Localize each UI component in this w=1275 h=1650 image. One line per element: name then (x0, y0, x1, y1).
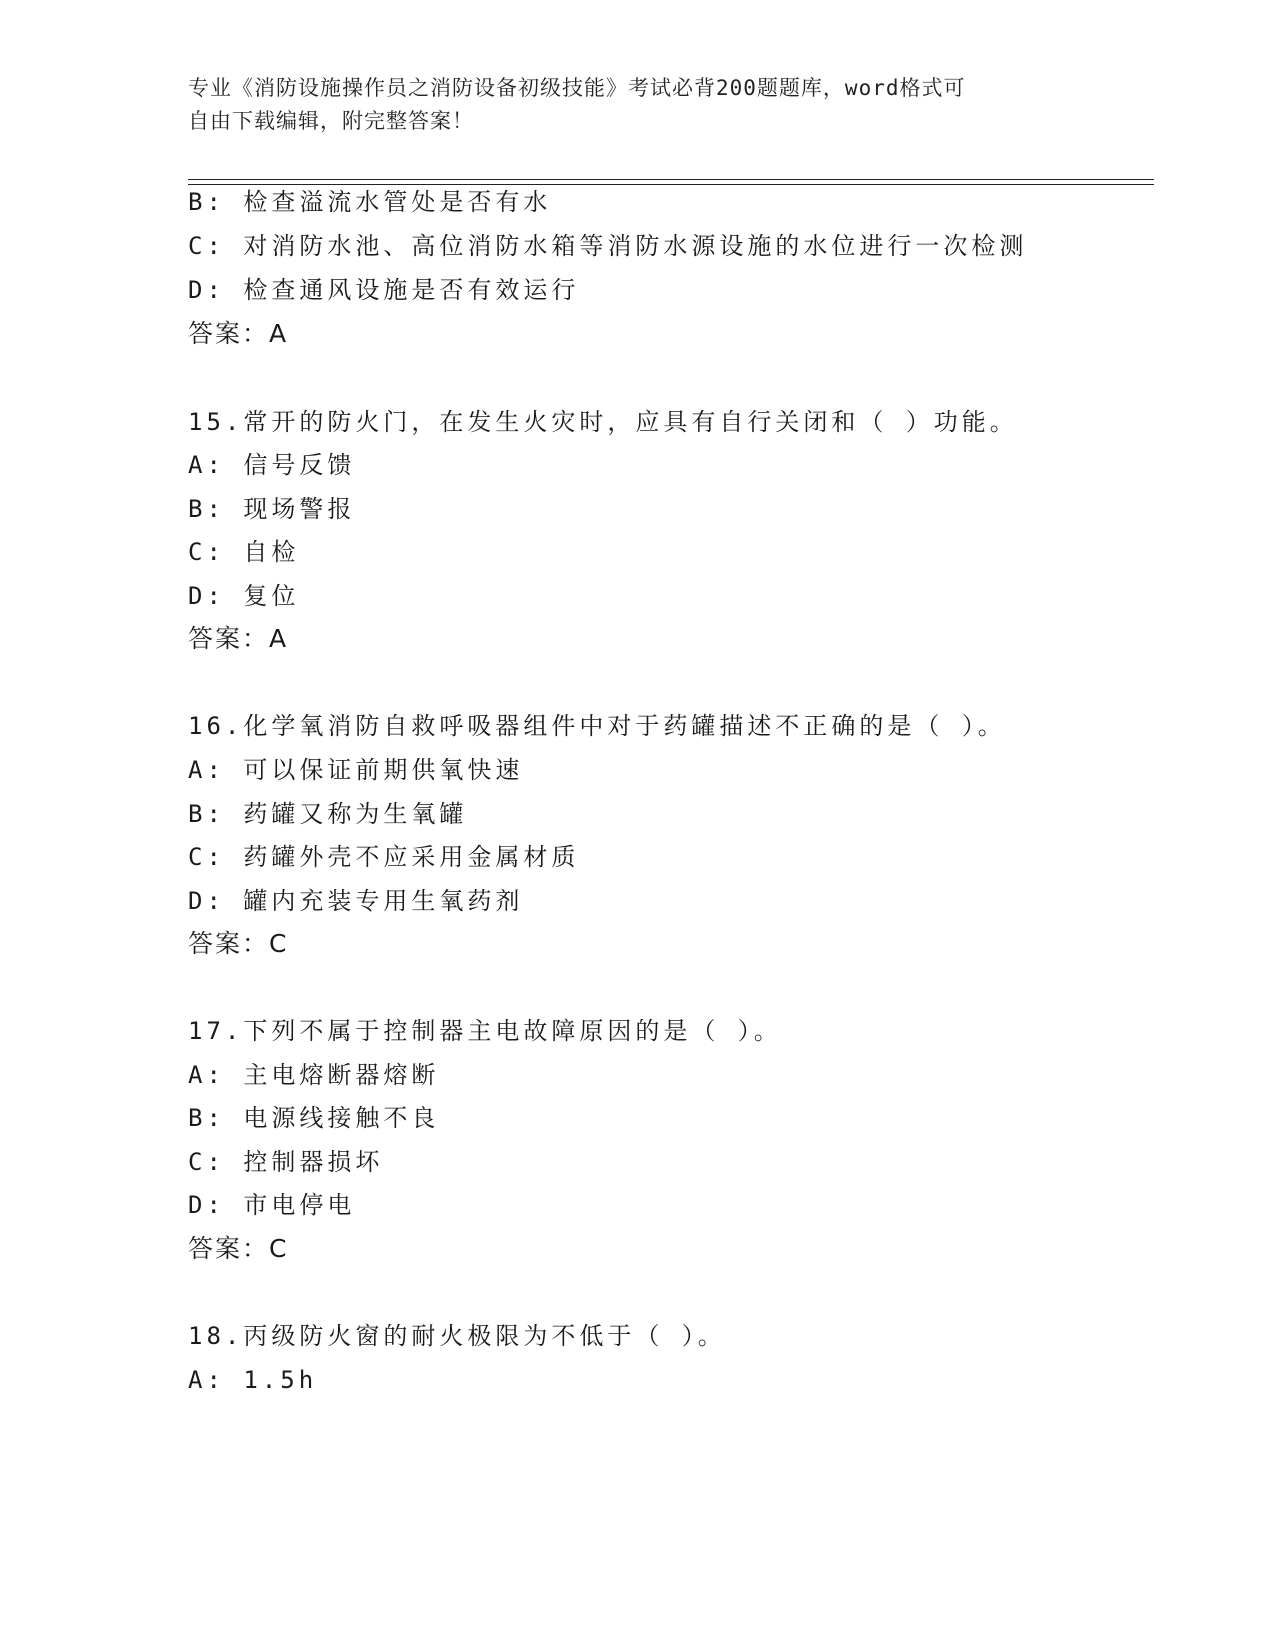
q17-answer (188, 1232, 287, 1266)
q14-option-d: D: 检查通风设施是否有效运行 (188, 276, 580, 304)
q15-option-a: A: 信号反馈 (188, 451, 356, 479)
header-divider-top (188, 179, 1154, 180)
q18-option-a: A: 1.5h (188, 1366, 318, 1394)
q16-option-a: A: 可以保证前期供氧快速 (188, 756, 524, 784)
answer-label: 答案： (188, 624, 270, 653)
document-header (188, 72, 1068, 138)
q15-answer (188, 622, 287, 656)
q16-stem: 16.化学氧消防自救呼吸器组件中对于药罐描述不正确的是（ ）。 (188, 712, 1006, 740)
q18-stem: 18.丙级防火窗的耐火极限为不低于（ ）。 (188, 1322, 726, 1350)
q16-option-c: C: 药罐外壳不应采用金属材质 (188, 843, 580, 871)
q15-option-b: B: 现场警报 (188, 495, 356, 523)
q14-option-c: C: 对消防水池、高位消防水箱等消防水源设施的水位进行一次检测 (188, 232, 1028, 260)
answer-label: 答案： (188, 1234, 270, 1263)
header-line-2: 自由下载编辑，附完整答案！ (188, 109, 474, 133)
q17-stem: 17.下列不属于控制器主电故障原因的是（ ）。 (188, 1017, 782, 1045)
q14-answer (188, 317, 287, 351)
q15-option-d: D: 复位 (188, 582, 300, 610)
q17-option-d: D: 市电停电 (188, 1191, 356, 1219)
q14-option-b: B: 检查溢流水管处是否有水 (188, 188, 552, 216)
answer-label: 答案： (188, 929, 270, 958)
answer-value: A (269, 624, 288, 653)
header-line-1: 专业《消防设施操作员之消防设备初级技能》考试必背200题题库，word格式可 (188, 76, 966, 100)
q15-option-c: C: 自检 (188, 538, 300, 566)
answer-value: A (269, 319, 288, 348)
q16-option-d: D: 罐内充装专用生氧药剂 (188, 887, 524, 915)
answer-value: C (269, 1234, 288, 1263)
answer-value: C (269, 929, 288, 958)
q17-option-b: B: 电源线接触不良 (188, 1104, 440, 1132)
answer-label: 答案： (188, 319, 270, 348)
q17-option-c: C: 控制器损坏 (188, 1148, 384, 1176)
q15-stem: 15.常开的防火门，在发生火灾时，应具有自行关闭和（ ）功能。 (188, 408, 1018, 436)
q17-option-a: A: 主电熔断器熔断 (188, 1061, 440, 1089)
q16-option-b: B: 药罐又称为生氧罐 (188, 800, 468, 828)
q16-answer (188, 927, 287, 961)
